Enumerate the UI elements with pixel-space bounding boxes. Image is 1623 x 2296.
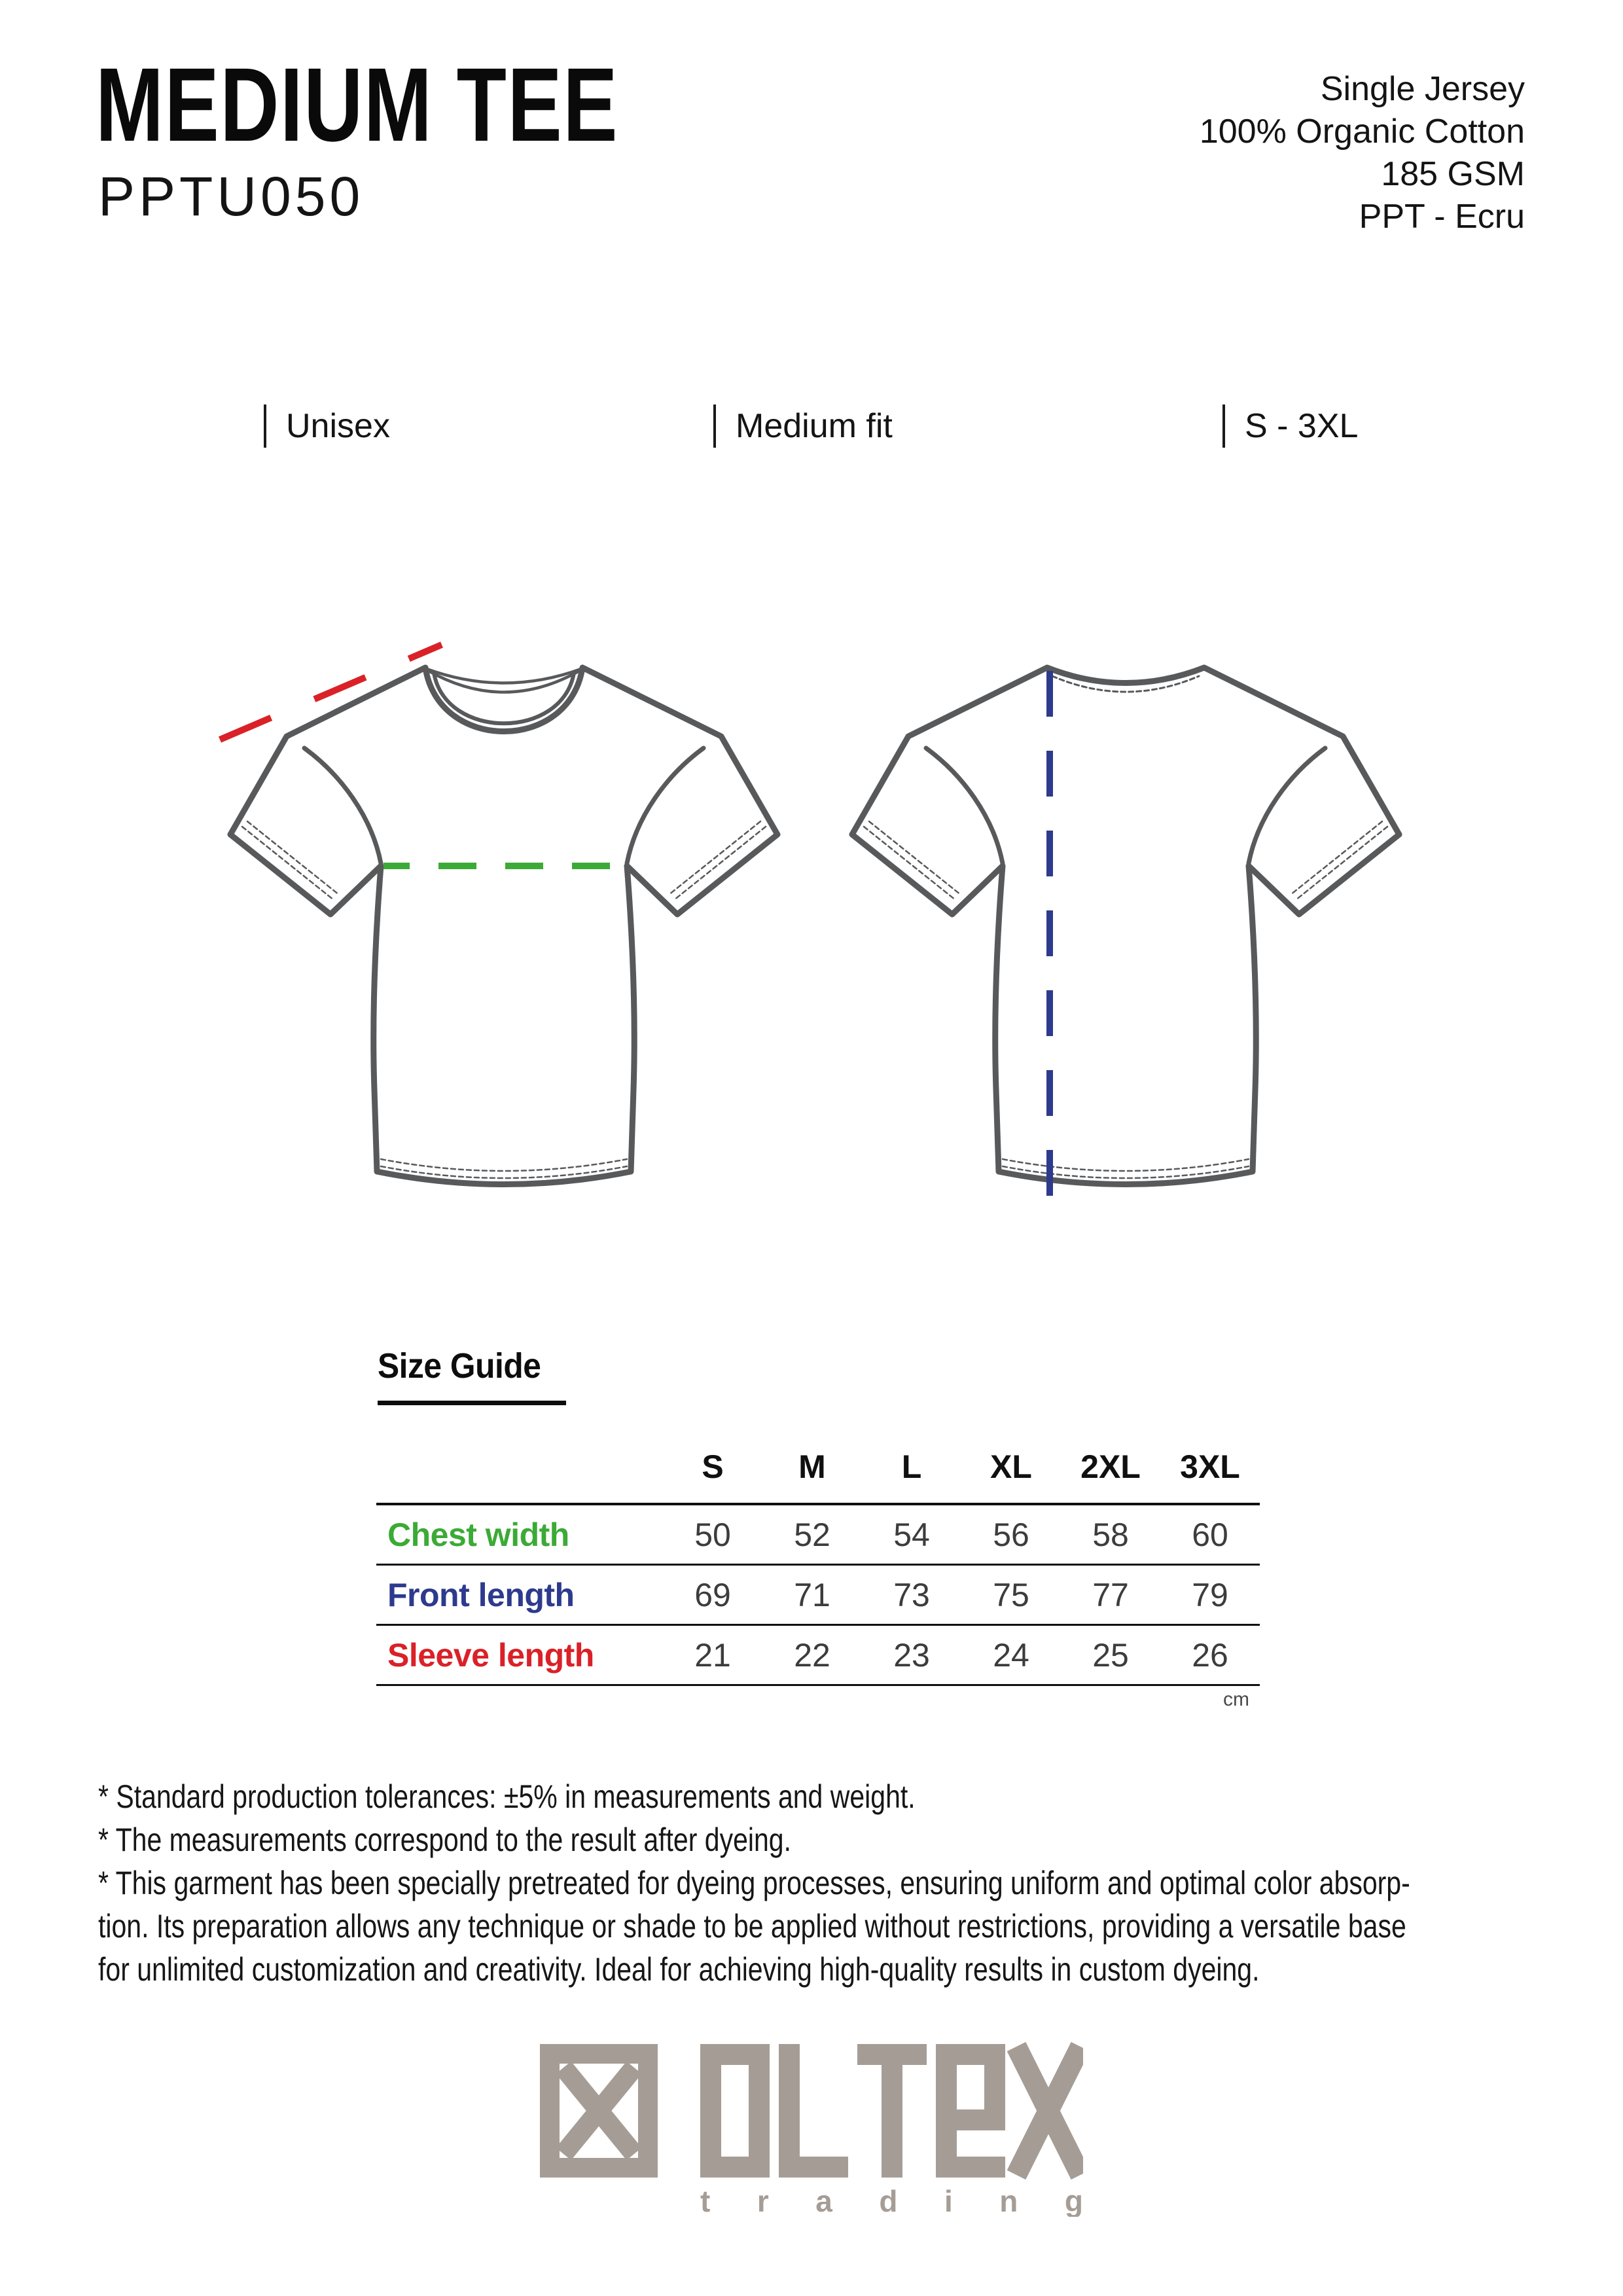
cell: 52 [794,1516,830,1553]
logo-wordmark [700,2044,1005,2178]
unit-label: cm [1223,1689,1249,1710]
cell: 24 [993,1636,1029,1674]
attribute-gender [264,402,390,450]
attribute-fit [713,402,893,450]
column-header: XL [990,1448,1032,1485]
front-shirt-diagram [216,619,792,1208]
separator-bar [713,404,716,448]
back-shirt-outline [852,668,1399,1185]
cell: 71 [794,1576,830,1613]
column-header: L [901,1448,922,1485]
footnote: for unlimited customization and creativity. Ideal for achieving high-quality results in custom dyeing. [98,1951,1260,1988]
cell: 54 [893,1516,930,1553]
logo-square-x-icon [563,2068,634,2154]
attribute-label: S - 3XL [1245,407,1359,445]
material-specs [1200,68,1525,238]
cell: 79 [1192,1576,1228,1613]
cell: 21 [694,1636,731,1674]
column-header: 3XL [1180,1448,1240,1485]
cell: 22 [794,1636,830,1674]
product-code: PPTU050 [98,166,365,227]
row-label: Front length [387,1576,575,1613]
separator-bar [264,404,266,448]
cell: 75 [993,1576,1029,1613]
attribute-label: Unisex [286,407,390,445]
cell: 25 [1092,1636,1129,1674]
footnote: * This garment has been specially pretreated for dyeing processes, ensuring uniform and optimal color absorp- [98,1865,1410,1901]
cell: 73 [893,1576,930,1613]
column-header: M [798,1448,826,1485]
cell: 69 [694,1576,731,1613]
column-header: S [702,1448,724,1485]
footnotes [98,1775,1537,1991]
back-shirt-diagram [838,619,1414,1208]
table-row-front-length [376,1566,1260,1626]
column-header: 2XL [1080,1448,1141,1485]
row-label: Chest width [387,1516,569,1553]
product-title: MEDIUM TEE [96,46,619,163]
table-row-sleeve-length [376,1626,1260,1686]
oltex-logo [540,2039,1083,2217]
row-label: Sleeve length [387,1636,594,1674]
cell: 77 [1092,1576,1129,1613]
spec-line: 185 GSM [1381,155,1525,193]
footnote: tion. Its preparation allows any technique or shade to be applied without restrictions, providing a versatile base [98,1908,1406,1945]
cell: 56 [993,1516,1029,1553]
cell: 26 [1192,1636,1228,1674]
size-guide-table [376,1427,1260,1711]
footnote: * Standard production tolerances: ±5% in measurements and weight. [98,1778,916,1815]
attribute-sizes [1222,402,1358,450]
logo-subtext: t r a d i n g [700,2184,1083,2217]
table-row-chest-width [376,1505,1260,1566]
back-collar-line [427,670,580,692]
cell: 23 [893,1636,930,1674]
front-shirt-outline [230,668,777,1185]
footnote: * The measurements correspond to the result after dyeing. [98,1821,791,1858]
spec-line: PPT - Ecru [1359,198,1525,236]
separator-bar [1222,404,1225,448]
logo-wordmark [1016,2047,1080,2175]
size-guide-heading: Size Guide [378,1346,541,1386]
brand-logo [540,2039,1083,2217]
spec-line: Single Jersey [1320,70,1525,108]
size-guide-underline [378,1401,566,1405]
cell: 60 [1192,1516,1228,1553]
spec-line: 100% Organic Cotton [1199,113,1525,151]
attribute-label: Medium fit [736,407,893,445]
table-header-row [376,1427,1260,1505]
cell: 58 [1092,1516,1129,1553]
cell: 50 [694,1516,731,1553]
